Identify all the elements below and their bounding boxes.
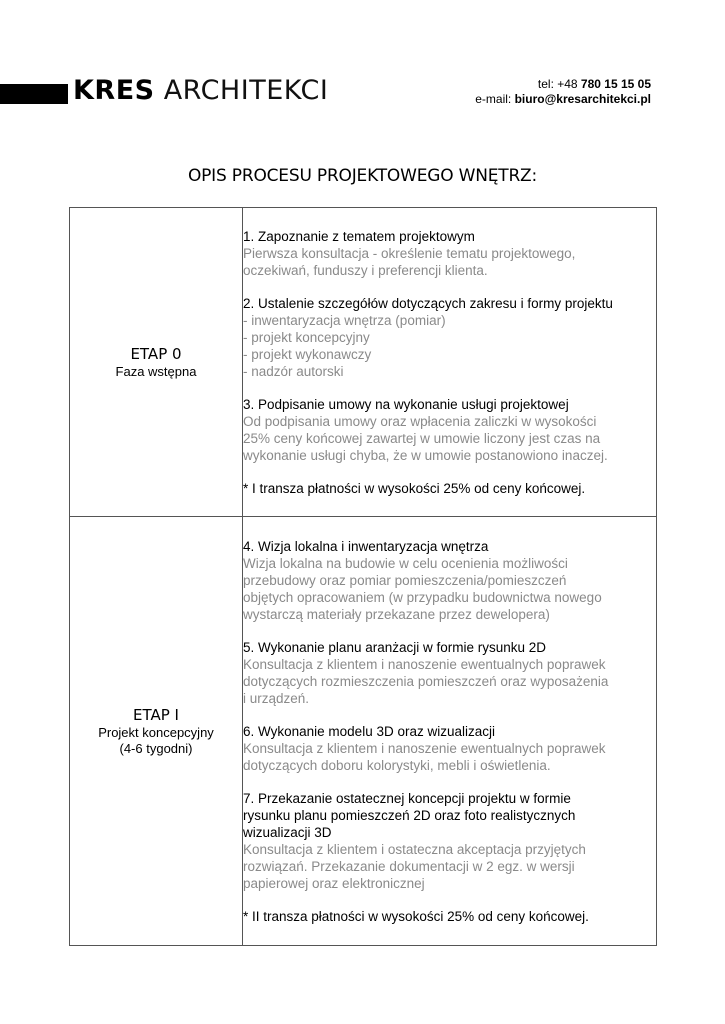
- step-block: [243, 396, 656, 464]
- payment-note: * II transza płatności w wysokości 25% od ceny końcowej.: [243, 908, 589, 924]
- payment-note-block: [243, 480, 656, 497]
- step-title: wizualizacji 3D: [243, 824, 332, 840]
- step-description: Konsultacja z klientem i nanoszenie ewentualnych poprawek: [243, 740, 606, 756]
- email-label: e-mail:: [475, 92, 515, 106]
- phone-label: tel: +48: [537, 77, 581, 91]
- stage-subtitle: (4-6 tygodni): [119, 740, 193, 756]
- step-description: wystarczą materiały przekazane przez dewelopera): [243, 606, 550, 622]
- step-description: - inwentaryzacja wnętrza (pomiar): [243, 312, 446, 328]
- step-block: [243, 639, 656, 707]
- step-description: objętych opracowaniem (w przypadku budownictwa nowego: [243, 589, 602, 605]
- phone-number[interactable]: 780 15 15 05: [580, 77, 651, 91]
- email-address[interactable]: biuro@kresarchitekci.pl: [514, 92, 651, 106]
- step-title: 1. Zapoznanie z tematem projektowym: [243, 228, 475, 244]
- step-description: Konsultacja z klientem i nanoszenie ewentualnych poprawek: [243, 656, 606, 672]
- step-block: [243, 538, 656, 623]
- page-header: [0, 74, 725, 114]
- step-title: rysunku planu pomieszczeń 2D oraz foto realistycznych: [243, 807, 576, 823]
- step-description: - projekt wykonawczy: [243, 346, 372, 362]
- stage-subtitle: Projekt koncepcyjny: [98, 724, 214, 740]
- document-title: OPIS PROCESU PROJEKTOWEGO WNĘTRZ:: [187, 166, 538, 186]
- step-description: 25% ceny końcowej zawartej w umowie liczony jest czas na: [243, 430, 601, 446]
- step-title: 4. Wizja lokalna i inwentaryzacja wnętrza: [243, 538, 489, 554]
- email-line: [475, 92, 651, 107]
- step-description: - projekt koncepcyjny: [243, 329, 370, 345]
- step-block: [243, 228, 656, 279]
- step-description: rozwiązań. Przekazanie dokumentacji w 2 egz. w wersji: [243, 858, 575, 874]
- stage-label-cell: [70, 208, 243, 517]
- step-description: wykonanie usługi chyba, że w umowie postanowiono inaczej.: [243, 447, 608, 463]
- step-description: dotyczących doboru kolorystyki, mebli i oświetlenia.: [243, 757, 551, 773]
- stage-title: ETAP 0: [130, 344, 182, 363]
- logo-light-text: ARCHITEKCI: [154, 75, 329, 106]
- stage-label-cell: [70, 517, 243, 946]
- step-title: 7. Przekazanie ostatecznej koncepcji projektu w formie: [243, 790, 571, 806]
- contact-info: [475, 77, 651, 107]
- step-description: papierowej oraz elektronicznej: [243, 875, 425, 891]
- step-title: 5. Wykonanie planu aranżacji w formie rysunku 2D: [243, 639, 547, 655]
- step-block: [243, 790, 656, 892]
- step-description: Konsultacja z klientem i ostateczna akceptacja przyjętych: [243, 841, 586, 857]
- logo-bar: [0, 84, 68, 104]
- stage-content-cell: [243, 517, 657, 946]
- step-title: 2. Ustalenie szczegółów dotyczących zakresu i formy projektu: [243, 295, 613, 311]
- step-description: - nadzór autorski: [243, 363, 344, 379]
- step-description: i urządzeń.: [243, 690, 310, 706]
- step-description: przebudowy oraz pomiar pomieszczenia/pomieszczeń: [243, 572, 567, 588]
- payment-note-block: [243, 908, 656, 925]
- phone-line: [475, 77, 651, 92]
- step-block: [243, 295, 656, 380]
- company-logo: [73, 74, 328, 108]
- stage-title: ETAP I: [133, 705, 179, 724]
- stage-row: [70, 208, 657, 517]
- stages-table: [69, 207, 657, 946]
- step-description: dotyczących rozmieszczenia pomieszczeń oraz wyposażenia: [243, 673, 609, 689]
- step-title: 6. Wykonanie modelu 3D oraz wizualizacji: [243, 723, 495, 739]
- step-block: [243, 723, 656, 774]
- stage-subtitle: Faza wstępna: [115, 363, 197, 379]
- stage-row: [70, 517, 657, 946]
- logo-bold-text: KRES: [73, 75, 155, 106]
- step-title: 3. Podpisanie umowy na wykonanie usługi projektowej: [243, 396, 569, 412]
- step-description: Wizja lokalna na budowie w celu ocenienia możliwości: [243, 555, 568, 571]
- stage-content-cell: [243, 208, 657, 517]
- payment-note: * I transza płatności w wysokości 25% od ceny końcowej.: [243, 480, 586, 496]
- step-description: Pierwsza konsultacja - określenie tematu projektowego,: [243, 245, 576, 261]
- step-description: Od podpisania umowy oraz wpłacenia zaliczki w wysokości: [243, 413, 597, 429]
- step-description: oczekiwań, funduszy i preferencji klienta.: [243, 262, 488, 278]
